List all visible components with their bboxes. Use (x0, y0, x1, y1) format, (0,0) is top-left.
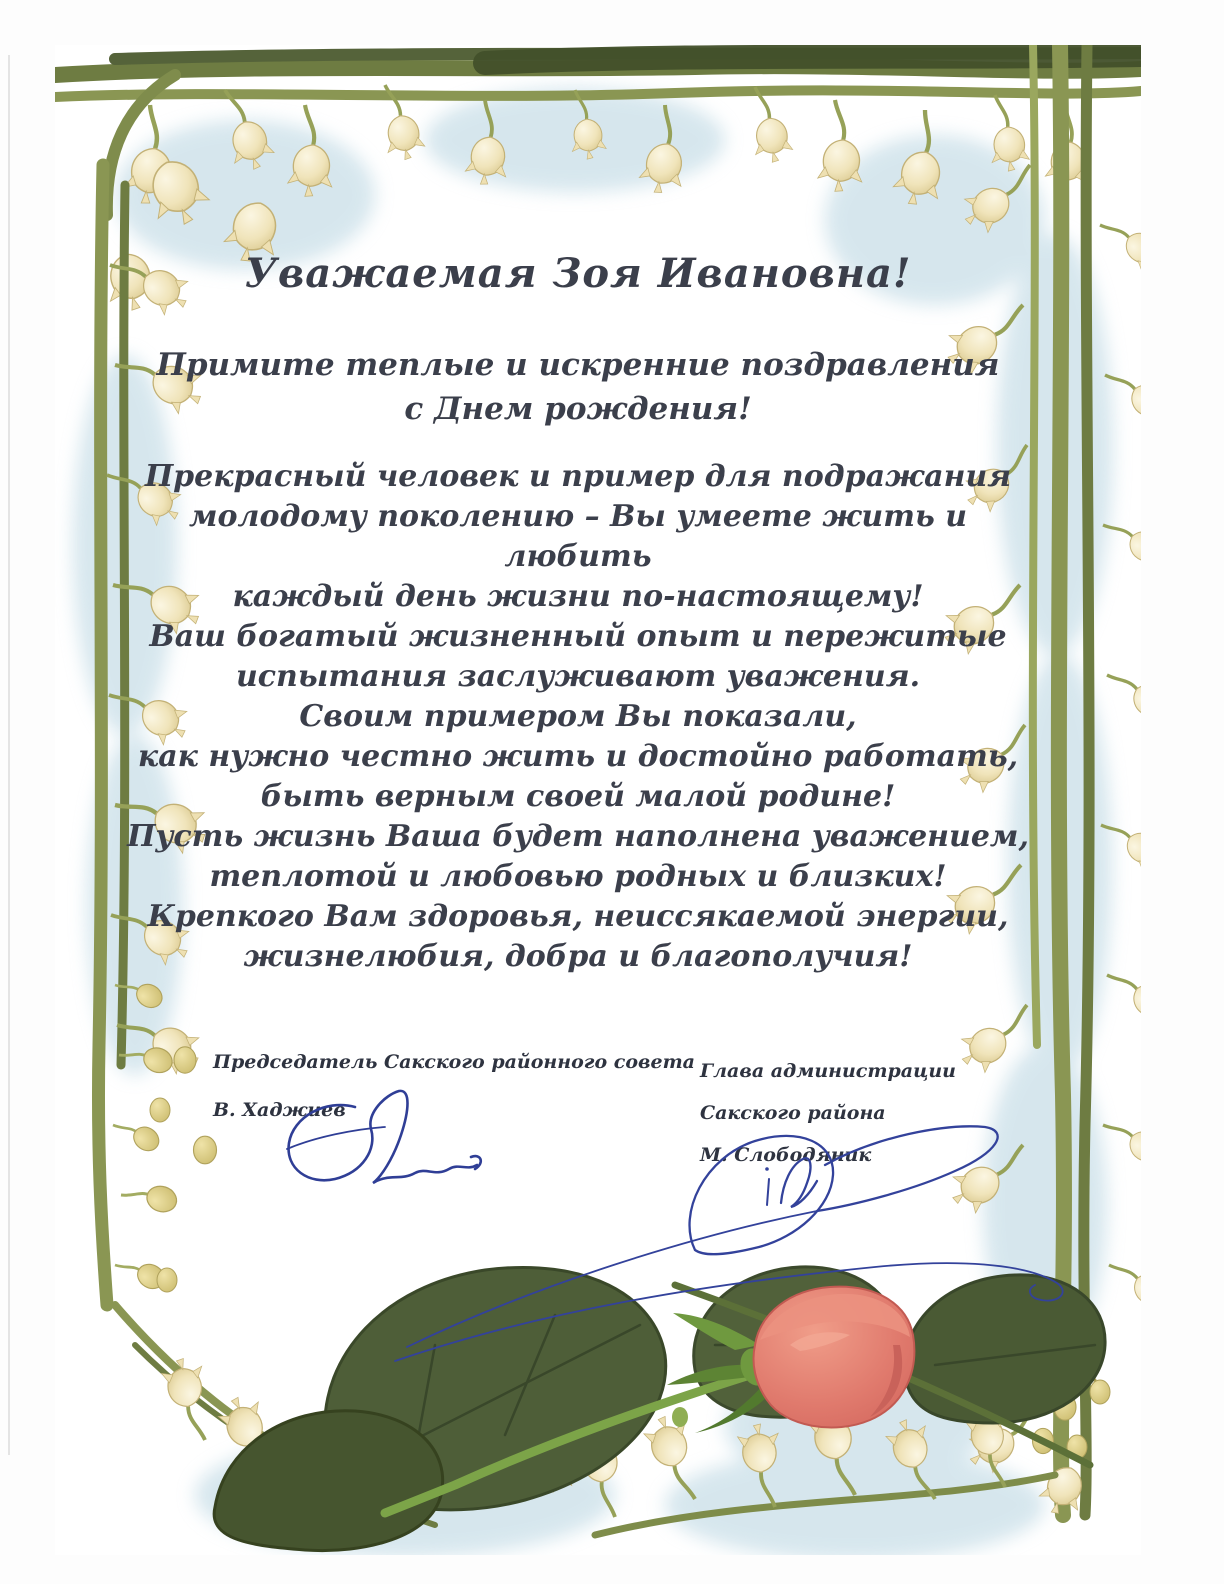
body-line: жизнелюбия, добра и благополучия! (243, 939, 913, 974)
body-line: каждый день жизни по-настоящему! (232, 579, 924, 614)
body-line: теплотой и любовью родных и близких! (209, 859, 947, 894)
signatory-left-name: В. Хаджиев (213, 1099, 346, 1121)
signatory-right-title: Глава администрации (700, 1060, 956, 1082)
salutation: Уважаемая Зоя Ивановна! (244, 250, 912, 297)
greeting (125, 343, 1031, 431)
scan-artifact-line (8, 55, 10, 1455)
greeting-line: с Днем рождения! (404, 391, 752, 427)
signatory-right-region: Сакского района (700, 1102, 886, 1124)
greeting-card (55, 45, 1141, 1555)
signatory-right (700, 1050, 956, 1176)
body-line: Пусть жизнь Ваша будет наполнена уважением, (127, 819, 1029, 854)
body-line: Крепкого Вам здоровья, неиссякаемой энергии, (147, 899, 1009, 934)
body-line: молодому поколению – Вы умеете жить и любить (188, 499, 968, 574)
body-line: как нужно честно жить и достойно работать, (137, 739, 1019, 774)
signatory-left (213, 1050, 695, 1122)
signatory-left-title: Председатель Сакского районного совета (213, 1051, 695, 1073)
body-line: быть верным своей малой родине! (260, 779, 896, 814)
body-line: Ваш богатый жизненный опыт и пережитые (149, 619, 1007, 654)
letter-text (125, 45, 1031, 1555)
letter-body (125, 457, 1031, 977)
signatory-right-name: М. Слободяник (700, 1144, 872, 1166)
body-line: Прекрасный человек и пример для подражания (144, 459, 1012, 494)
body-line: Своим примером Вы показали, (299, 699, 857, 734)
body-line: испытания заслуживают уважения. (235, 659, 921, 694)
greeting-line: Примите теплые и искренние поздравления (156, 347, 1000, 383)
